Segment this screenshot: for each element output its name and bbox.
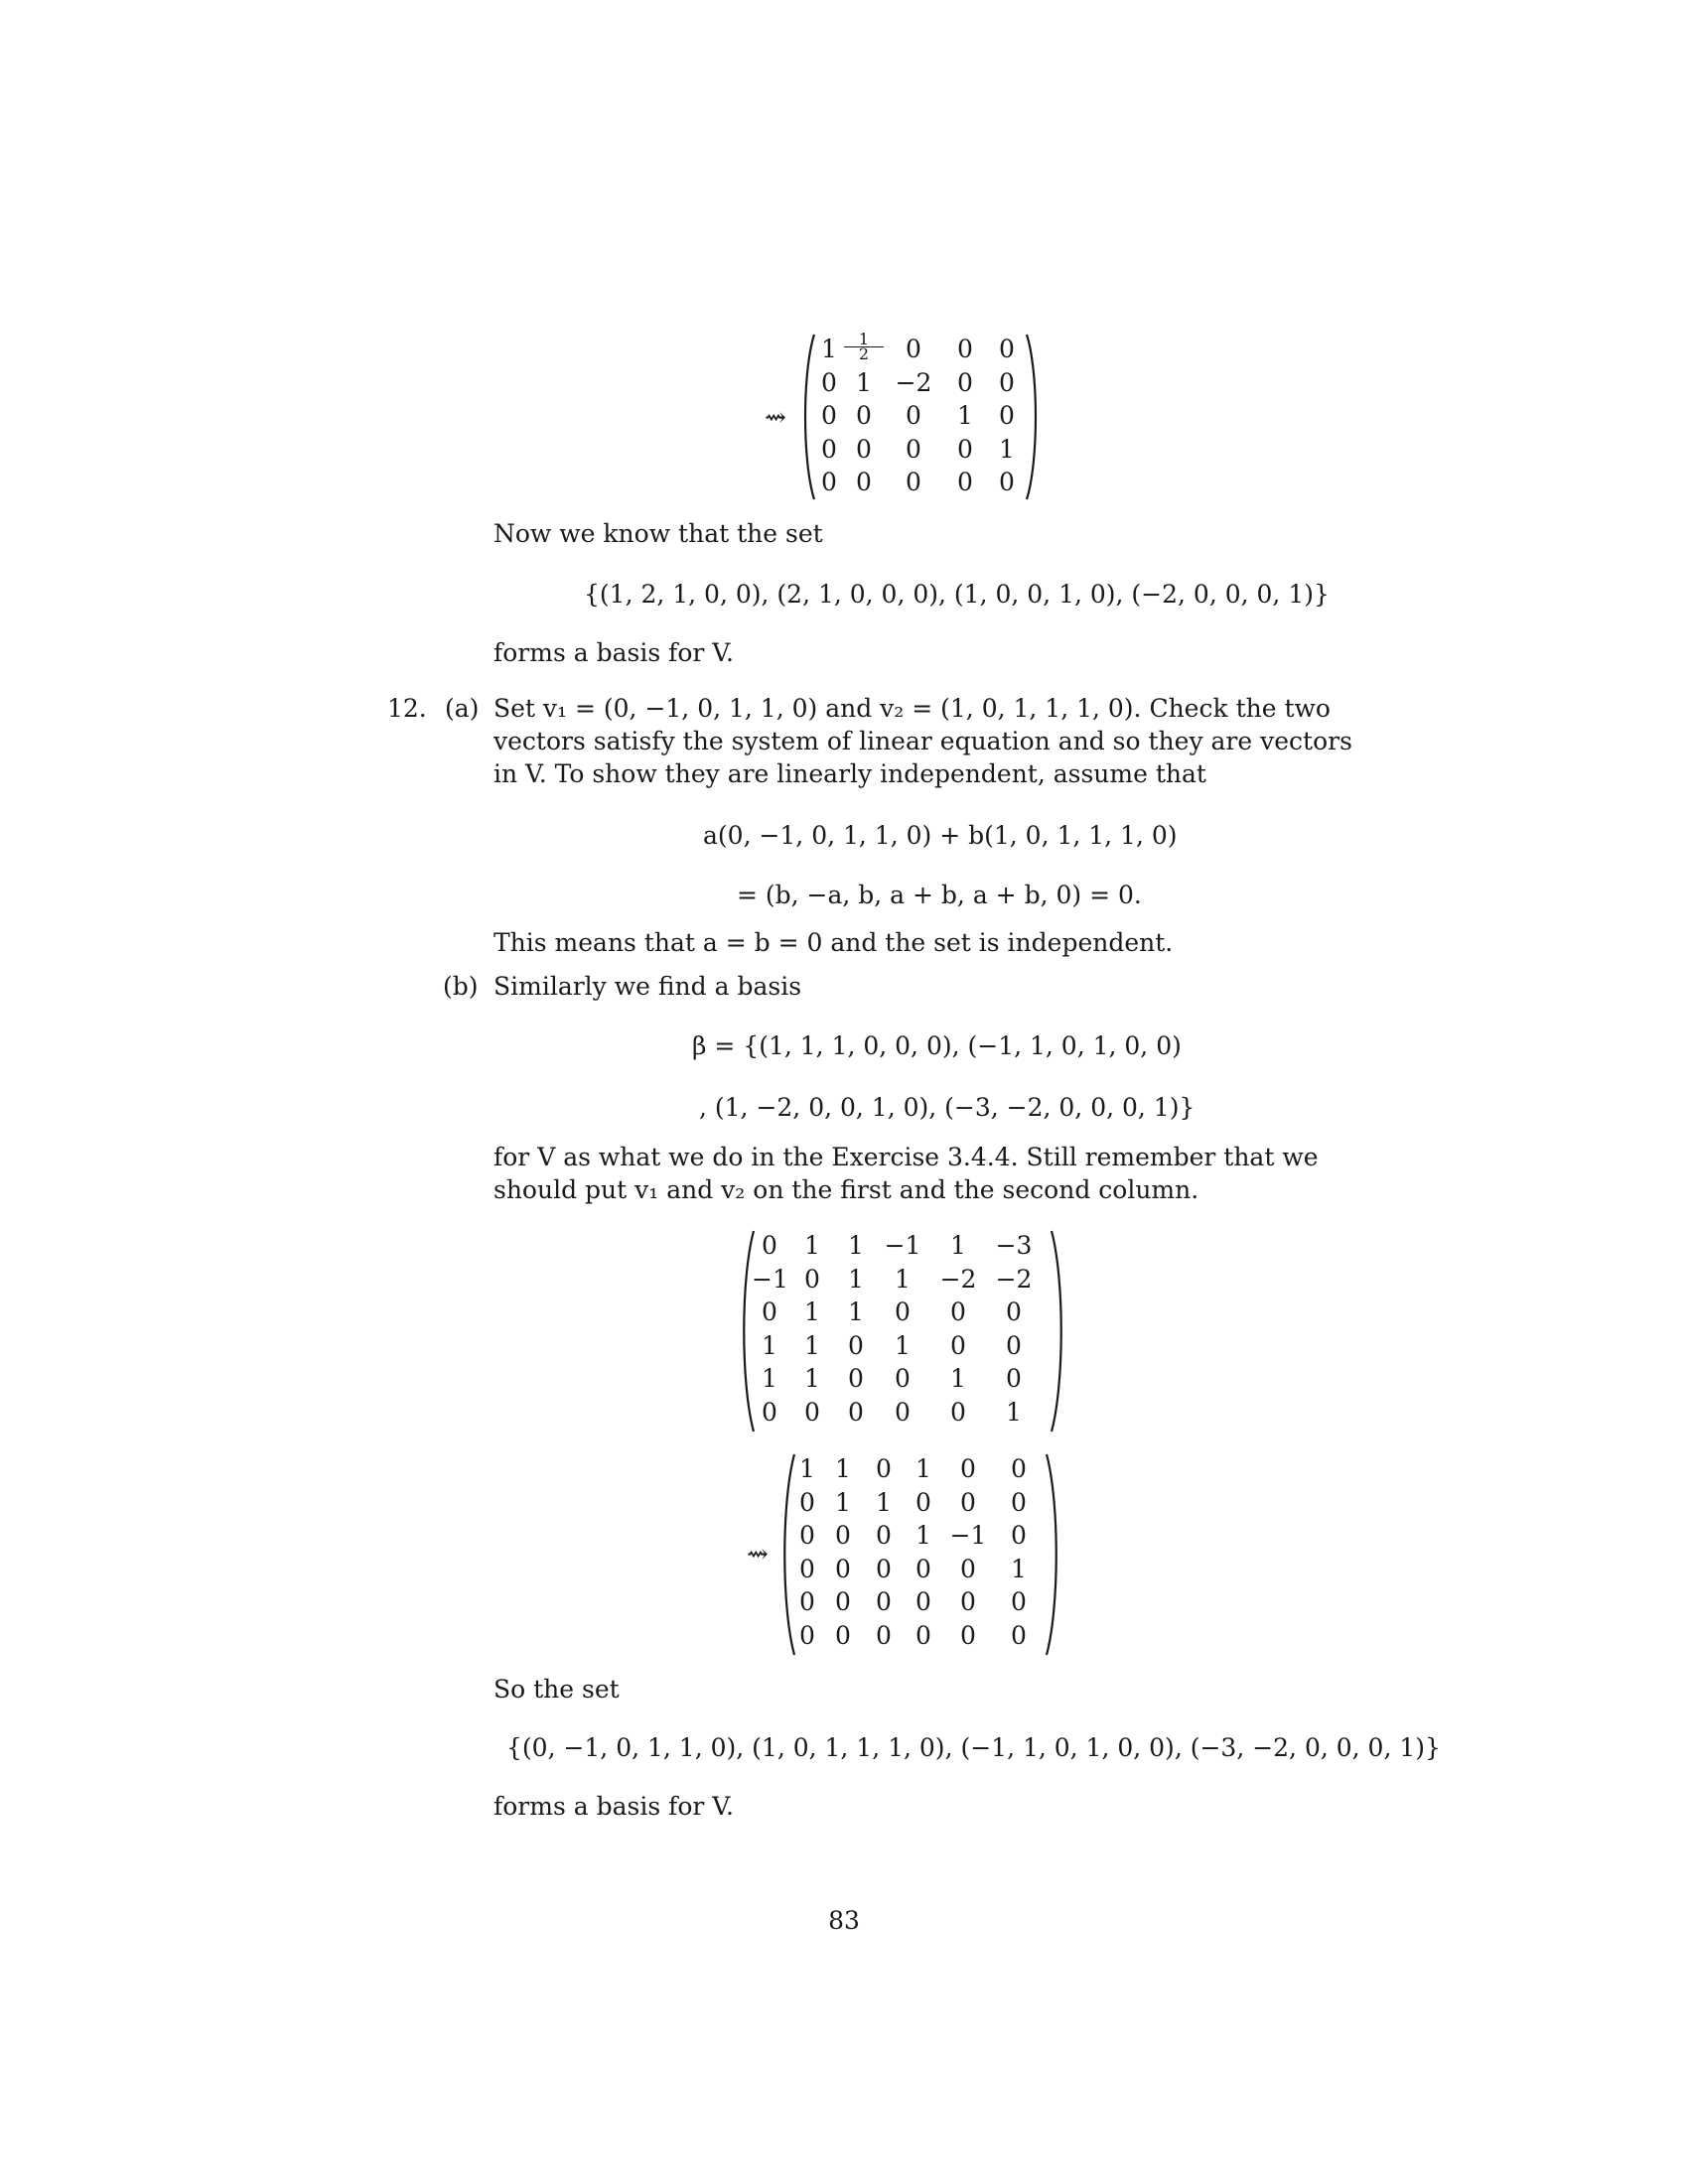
- matrix-cell: 0: [856, 434, 872, 464]
- set-one: {(1, 2, 1, 0, 0), (2, 1, 0, 0, 0), (1, 0, 0, 1, 0), (−2, 0, 0, 0, 1)}: [584, 580, 1330, 609]
- matrix-b-grid: [792, 1452, 1045, 1652]
- matrix-cell: 0: [762, 1397, 777, 1427]
- matrix-cell: 0: [957, 367, 973, 397]
- matrix-cell: 0: [835, 1554, 851, 1583]
- matrix-cell: 0: [876, 1620, 892, 1650]
- matrix-cell: 0: [1006, 1297, 1022, 1326]
- set-two: {(0, −1, 0, 1, 1, 0), (1, 0, 1, 1, 1, 0), (−1, 1, 0, 1, 0, 0), (−3, −2, 0, 0, 0, 1)}: [506, 1733, 1441, 1762]
- matrix-cell: 0: [848, 1397, 864, 1427]
- matrix-cell: 0: [1011, 1521, 1027, 1550]
- matrix-cell: 1: [856, 367, 872, 397]
- beta-line1: β = {(1, 1, 1, 0, 0, 0), (−1, 1, 0, 1, 0, 0): [692, 1031, 1182, 1060]
- matrix-cell: 1: [895, 1264, 911, 1294]
- part-a-line1: Set v₁ = (0, −1, 0, 1, 1, 0) and v₂ = (1, 0, 1, 1, 1, 0). Check the two: [493, 694, 1331, 723]
- matrix-cell: 0: [799, 1487, 815, 1517]
- matrix-cell: 1: [762, 1364, 777, 1393]
- matrix-cell: 0: [835, 1521, 851, 1550]
- matrix-cell: 1: [957, 401, 973, 430]
- matrix-a-grid: [752, 1229, 1042, 1429]
- matrix-cell: 0: [999, 335, 1015, 363]
- matrix-cell: 0: [876, 1554, 892, 1583]
- page-number: 83: [828, 1906, 860, 1935]
- matrix-cell: 1: [999, 434, 1015, 464]
- matrix-cell: 0: [895, 1364, 911, 1393]
- matrix-cell: −3: [995, 1231, 1033, 1260]
- forms-basis-one: forms a basis for V.: [493, 638, 734, 667]
- matrix-cell: 0: [960, 1587, 976, 1616]
- matrix-cell: 0: [821, 468, 837, 496]
- matrix-cell: 0: [915, 1587, 931, 1616]
- matrix-cell: 1: [762, 1330, 777, 1360]
- forms-basis-two: forms a basis for V.: [493, 1792, 734, 1821]
- part-a-eq2: = (b, −a, b, a + b, a + b, 0) = 0.: [737, 881, 1142, 909]
- matrix-cell: 0: [960, 1487, 976, 1517]
- matrix-cell: 0: [804, 1264, 820, 1294]
- so-the-set: So the set: [493, 1675, 620, 1704]
- matrix-cell: 1: [895, 1330, 911, 1360]
- part-a-line2: vectors satisfy the system of linear equation and so they are vectors: [493, 727, 1352, 755]
- beta-line2: , (1, −2, 0, 0, 1, 0), (−3, −2, 0, 0, 0, 1)}: [699, 1093, 1196, 1122]
- matrix-cell: 0: [1011, 1620, 1027, 1650]
- matrix-cell: 0: [915, 1554, 931, 1583]
- matrix-cell: 0: [799, 1521, 815, 1550]
- matrix-cell: 1: [1011, 1554, 1027, 1583]
- matrix-cell: 1: [848, 1231, 864, 1260]
- matrix-cell: 0: [1011, 1487, 1027, 1517]
- matrix-cell: −2: [895, 367, 932, 397]
- matrix-cell: 0: [999, 367, 1015, 397]
- matrix-cell: 0: [1011, 1454, 1027, 1483]
- matrix-cell: 0: [915, 1620, 931, 1650]
- fraction-numerator: 1: [844, 333, 884, 347]
- matrix-a: [740, 1229, 1067, 1433]
- matrix-cell: 1: [799, 1454, 815, 1483]
- matrix-cell: 0: [957, 468, 973, 496]
- matrix-cell: 0: [895, 1297, 911, 1326]
- text-now-we-know: Now we know that the set: [493, 519, 823, 548]
- matrix-cell: −1: [884, 1231, 921, 1260]
- matrix-cell: 0: [906, 335, 921, 363]
- matrix-cell: 0: [915, 1487, 931, 1517]
- matrix-cell: 0: [906, 434, 921, 464]
- matrix-cell: 0: [950, 1397, 966, 1427]
- matrix-cell: 0: [999, 401, 1015, 430]
- matrix-cell: [844, 330, 884, 366]
- part-a-line3: in V. To show they are linearly independent, assume that: [493, 759, 1206, 788]
- matrix-cell: 1: [876, 1487, 892, 1517]
- problem-number: 12.: [387, 694, 427, 723]
- matrix-cell: 0: [950, 1297, 966, 1326]
- matrix-cell: 1: [848, 1264, 864, 1294]
- matrix-cell: 1: [804, 1231, 820, 1260]
- matrix-cell: 1: [848, 1297, 864, 1326]
- matrix-cell: −2: [939, 1264, 977, 1294]
- matrix-cell: 0: [821, 401, 837, 430]
- matrix-cell: 0: [1006, 1330, 1022, 1360]
- matrix-cell: 0: [957, 335, 973, 363]
- matrix-cell: 0: [960, 1454, 976, 1483]
- matrix-cell: 0: [799, 1587, 815, 1616]
- matrix-cell: 1: [1006, 1397, 1022, 1427]
- matrix-cell: −1: [949, 1521, 987, 1550]
- matrix-cell: 1: [950, 1231, 966, 1260]
- matrix-cell: −2: [995, 1264, 1033, 1294]
- matrix-cell: 0: [999, 468, 1015, 496]
- matrix-cell: 0: [799, 1620, 815, 1650]
- part-b-intro: Similarly we find a basis: [493, 972, 802, 1001]
- matrix-cell: 1: [804, 1297, 820, 1326]
- part-b-line2: should put v₁ and v₂ on the first and the second column.: [493, 1175, 1199, 1204]
- matrix-cell: 0: [821, 367, 837, 397]
- matrix-cell: 0: [835, 1587, 851, 1616]
- part-b-line1: for V as what we do in the Exercise 3.4.4. Still remember that we: [493, 1143, 1319, 1171]
- matrix-cell: 1: [804, 1330, 820, 1360]
- matrix-cell: 1: [915, 1521, 931, 1550]
- leadsto-arrow-icon: ⇝: [747, 1540, 769, 1570]
- matrix-cell: 0: [856, 401, 872, 430]
- matrix-cell: 1: [915, 1454, 931, 1483]
- matrix-cell: 0: [906, 401, 921, 430]
- matrix-cell: 0: [762, 1297, 777, 1326]
- part-a-eq1: a(0, −1, 0, 1, 1, 0) + b(1, 0, 1, 1, 1, 0): [703, 821, 1178, 850]
- leadsto-arrow-icon: ⇝: [765, 403, 786, 433]
- matrix-cell: 0: [1011, 1587, 1027, 1616]
- right-paren: [1045, 1452, 1060, 1657]
- matrix-cell: 0: [1006, 1364, 1022, 1393]
- matrix-cell: 1: [835, 1454, 851, 1483]
- part-a-label: (a): [445, 694, 480, 723]
- matrix-cell: 0: [960, 1554, 976, 1583]
- matrix-cell: 0: [895, 1397, 911, 1427]
- matrix-cell: 0: [950, 1330, 966, 1360]
- fraction-denominator: 2: [858, 344, 870, 363]
- matrix-cell: 0: [876, 1587, 892, 1616]
- matrix-cell: 0: [799, 1554, 815, 1583]
- right-paren: [1050, 1229, 1065, 1433]
- right-paren: [1025, 333, 1041, 501]
- matrix-cell: 0: [804, 1397, 820, 1427]
- matrix-cell: 0: [906, 468, 921, 496]
- matrix-cell: 0: [960, 1620, 976, 1650]
- matrix-cell: 1: [804, 1364, 820, 1393]
- part-b-label: (b): [443, 972, 479, 1001]
- matrix-cell: 1: [950, 1364, 966, 1393]
- matrix-cell: 0: [835, 1620, 851, 1650]
- matrix-cell: 1: [835, 1487, 851, 1517]
- matrix-top: [765, 330, 1033, 501]
- matrix-cell: 0: [876, 1454, 892, 1483]
- matrix-b: [747, 1452, 1074, 1657]
- matrix-cell: 0: [957, 434, 973, 464]
- matrix-cell: −1: [752, 1264, 788, 1294]
- matrix-cell: 1: [821, 335, 837, 363]
- matrix-cell: 0: [848, 1364, 864, 1393]
- matrix-cell: 0: [762, 1231, 777, 1260]
- matrix-cell: 0: [821, 434, 837, 464]
- fraction: [844, 330, 884, 363]
- part-a-conclusion: This means that a = b = 0 and the set is independent.: [493, 928, 1174, 957]
- matrix-cell: 0: [876, 1521, 892, 1550]
- matrix-top-grid: [814, 330, 1027, 499]
- matrix-cell: 0: [848, 1330, 864, 1360]
- matrix-cell: 0: [856, 468, 872, 496]
